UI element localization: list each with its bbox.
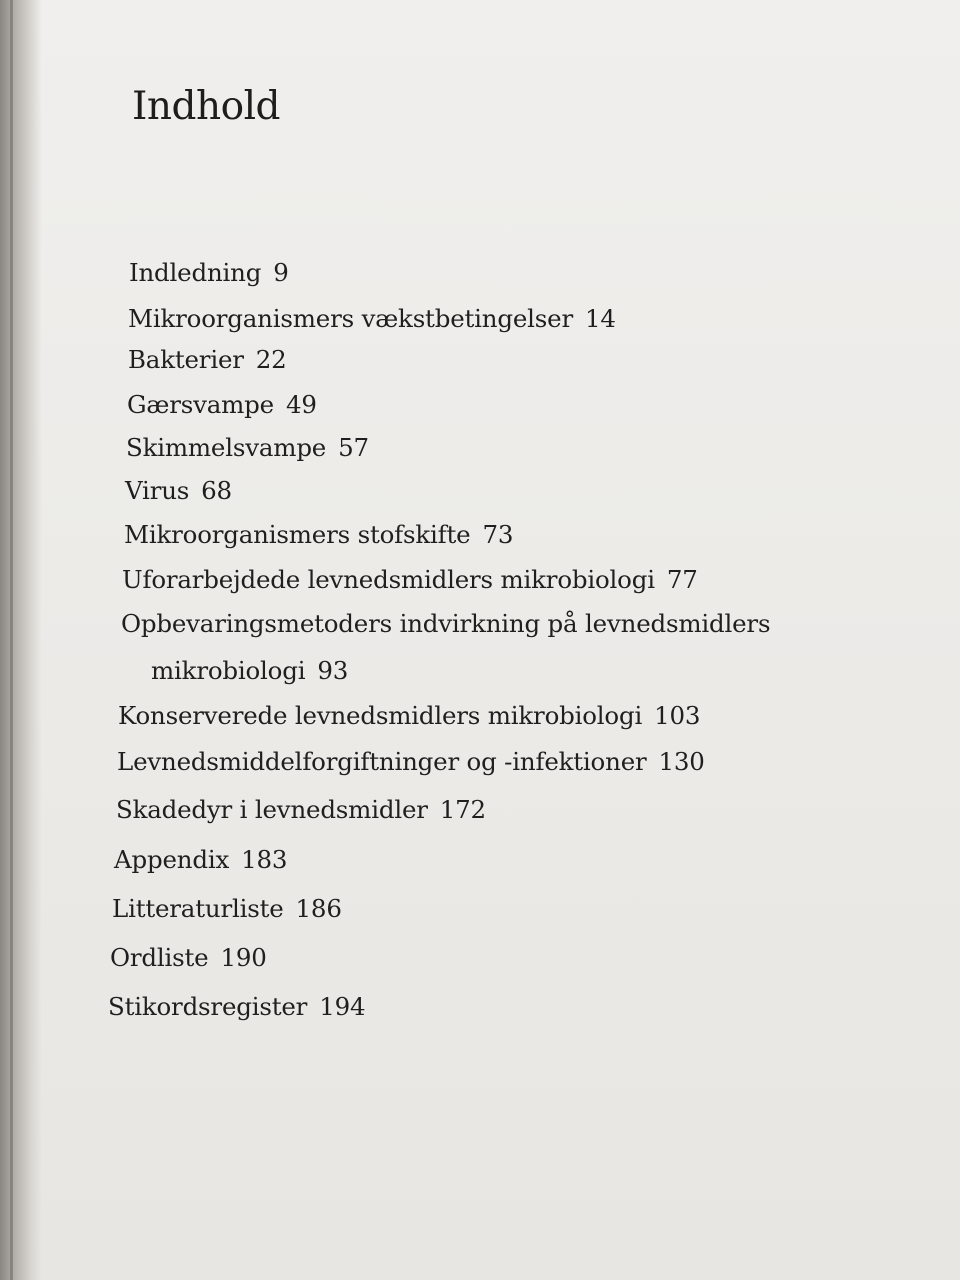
toc-entry-page: 77 xyxy=(666,565,698,594)
toc-entry-label: Stikordsregister xyxy=(108,992,308,1021)
toc-entry-label: Virus xyxy=(125,476,190,505)
toc-entry xyxy=(108,992,365,1021)
toc-entry xyxy=(124,520,513,549)
toc-entry xyxy=(117,747,705,776)
toc-entry xyxy=(128,345,287,374)
toc-entry-label: Bakterier xyxy=(128,345,244,374)
toc-entry-label: Skimmelsvampe xyxy=(126,433,327,462)
toc-entry-label: Mikroorganismers stofskifte xyxy=(124,520,471,549)
toc-entry-label: Appendix xyxy=(114,845,230,874)
toc-entry-label: Ordliste xyxy=(110,943,209,972)
toc-entry-label: Gærsvampe xyxy=(127,390,274,419)
toc-entry-continuation xyxy=(151,656,348,685)
toc-entry xyxy=(112,894,342,923)
toc-entry-label: Opbevaringsmetoders indvirkning på levnedsmidlers xyxy=(121,609,771,638)
toc-entry-page: 183 xyxy=(241,845,288,874)
toc-entry xyxy=(110,943,267,972)
toc-entry-label: Indledning xyxy=(129,258,262,287)
page-title: Indhold xyxy=(132,84,281,129)
toc-entry-label: Litteraturliste xyxy=(112,894,284,923)
toc-entry-page: 57 xyxy=(338,433,369,462)
toc-entry xyxy=(127,390,317,419)
toc-entry-label: Konserverede levnedsmidlers mikrobiologi xyxy=(118,701,643,730)
toc-entry-page: 93 xyxy=(317,656,349,685)
toc-entry-label: Mikroorganismers vækstbetingelser xyxy=(128,304,573,333)
toc-entry xyxy=(125,476,232,505)
toc-entry-page: 130 xyxy=(658,747,705,776)
toc-entry xyxy=(118,701,700,730)
toc-entry xyxy=(121,609,770,638)
toc-entry-page: 14 xyxy=(584,304,616,333)
toc-entry-page: 103 xyxy=(654,701,701,730)
toc-entry-page: 172 xyxy=(439,795,486,824)
toc-entry-label: mikrobiologi xyxy=(151,656,306,685)
toc-entry-page: 9 xyxy=(273,258,289,287)
toc-entry-label: Uforarbejdede levnedsmidlers mikrobiologi xyxy=(122,565,655,594)
toc-entry-page: 190 xyxy=(220,943,267,972)
toc-entry-label: Skadedyr i levnedsmidler xyxy=(116,795,428,824)
toc-entry-page: 22 xyxy=(255,345,287,374)
toc-entry-page: 68 xyxy=(201,476,232,505)
toc-entry-page: 194 xyxy=(319,992,366,1021)
toc-entry-page: 186 xyxy=(295,894,342,923)
toc-entry xyxy=(114,845,287,874)
toc-entry xyxy=(128,304,616,333)
toc-entry-label: Levnedsmiddelforgiftninger og -infektioner xyxy=(117,747,647,776)
toc-entry xyxy=(129,258,289,287)
toc-entry-page: 73 xyxy=(482,520,514,549)
toc-entry xyxy=(122,565,698,594)
toc-entry-page: 49 xyxy=(285,390,317,419)
toc-entry xyxy=(116,795,486,824)
toc-entry xyxy=(126,433,369,462)
